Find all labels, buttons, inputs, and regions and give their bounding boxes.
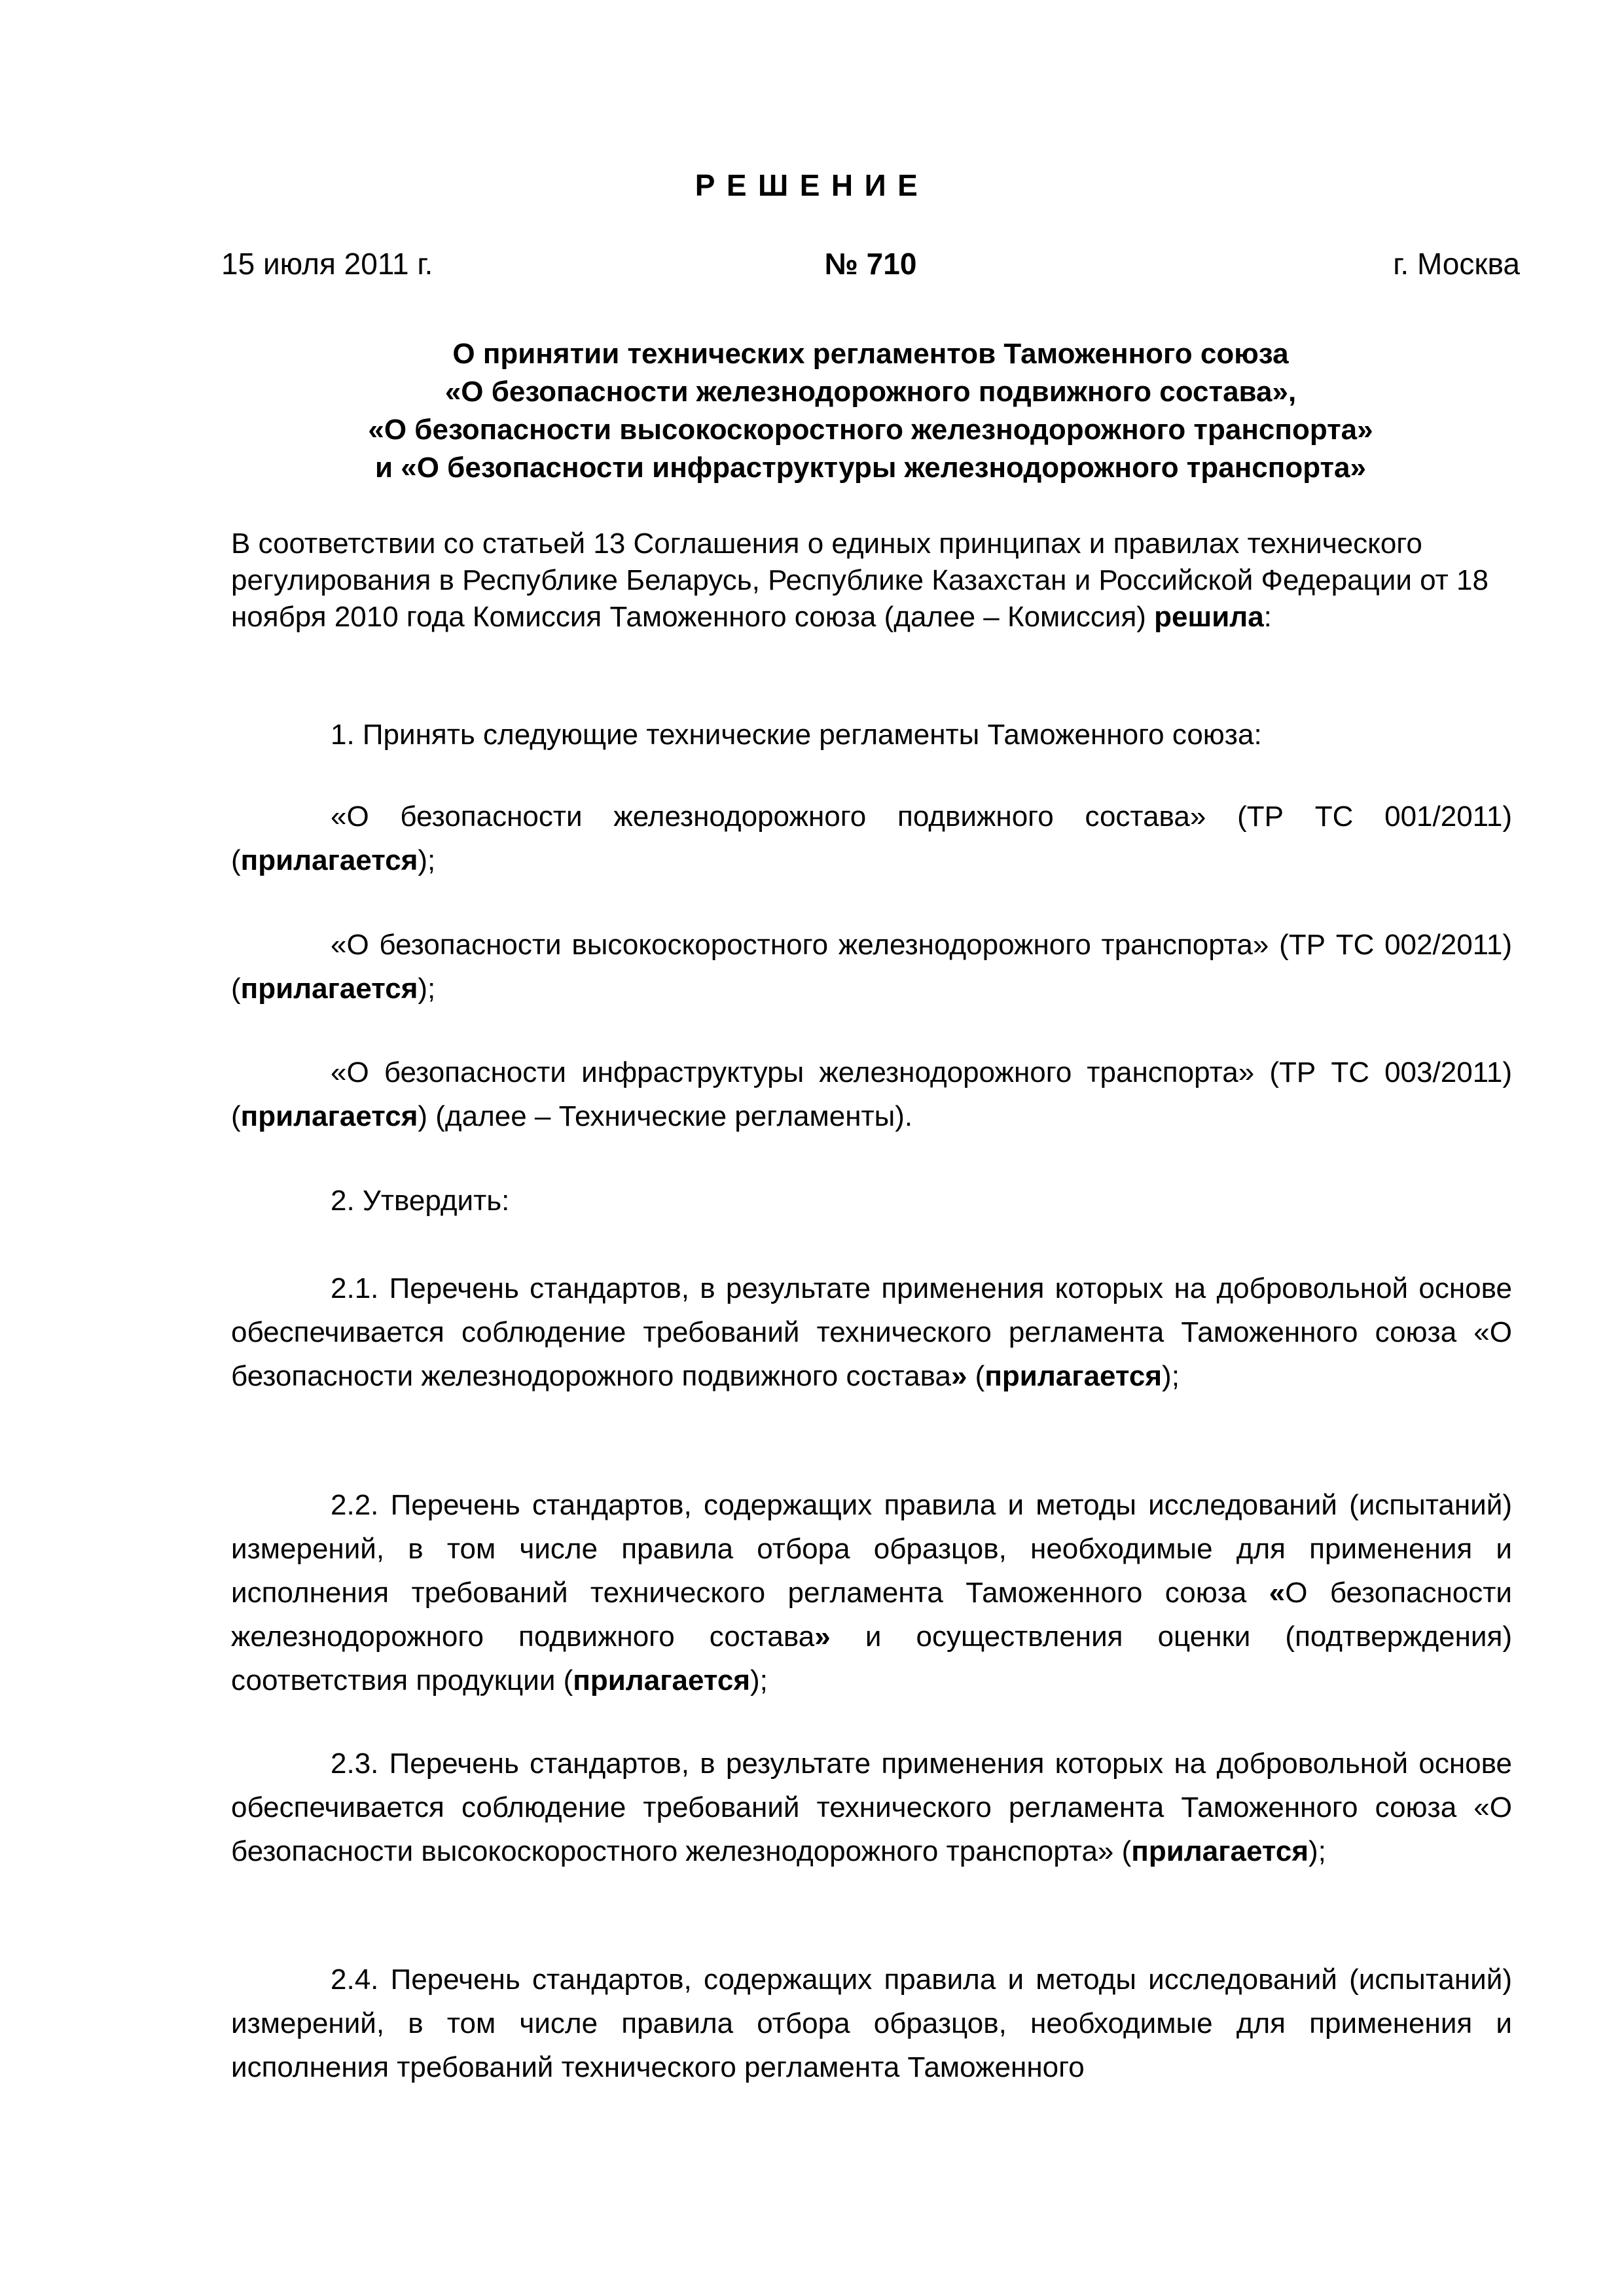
item-2-3: 2.3. Перечень стандартов, в результате применения которых на добровольной основе обеспечивается соблюдение требований технического регламента Таможенного союза «О безопасности высокоскоростного железнодорожного транспорта» (прилагается); <box>231 1748 1512 1867</box>
item-2-1: 2.1. Перечень стандартов, в результате применения которых на добровольной основе обеспечивается соблюдение требований технического регламента Таможенного союза «О безопасности железнодорожного подвижного состава» (прилагается); <box>231 1272 1512 1392</box>
item-2-4: 2.4. Перечень стандартов, содержащих правила и методы исследований (испытаний) измерений, в том числе правила отбора образцов, необходимые для применения и исполнения требований технического регламента Таможенного <box>231 1964 1512 2083</box>
document-number: № 710 <box>824 247 917 281</box>
document-title: РЕШЕНИЕ <box>695 168 929 202</box>
subject-line: «О безопасности высокоскоростного железнодорожного транспорта» <box>368 414 1373 446</box>
subject-line: и «О безопасности инфраструктуры железнодорожного транспорта» <box>374 452 1366 484</box>
subject-line: О принятии технических регламентов Таможенного союза <box>452 338 1289 370</box>
intro-paragraph: В соответствии со статьей 13 Соглашения о единых принципах и правилах технического регулирования в Республике Беларусь, Республике Казахстан и Российской Федерации от 18 ноября 2010 года Комиссия Таможенного союза (далее – Комиссия) решила: <box>231 528 1489 633</box>
subject-line: «О безопасности железнодорожного подвижного состава», <box>444 376 1297 408</box>
item-2: 2. Утвердить: <box>331 1185 510 1217</box>
regulation-3: «О безопасности инфраструктуры железнодорожного транспорта» (ТР ТС 003/2011) (прилагается) (далее – Технические регламенты). <box>231 1056 1512 1132</box>
document-meta-row <box>221 249 1520 288</box>
document-subject <box>221 335 1520 487</box>
document-city: г. Москва <box>1393 247 1520 281</box>
item-2-2: 2.2. Перечень стандартов, содержащих правила и методы исследований (испытаний) измерений, в том числе правила отбора образцов, необходимые для применения и исполнения требований технического регламента Таможенного союза «О безопасности железнодорожного подвижного состава» и осуществления оценки (подтверждения) соответствия продукции (прилагается); <box>231 1489 1513 1696</box>
document-date: 15 июля 2011 г. <box>221 247 433 281</box>
regulation-2: «О безопасности высокоскоростного железнодорожного транспорта» (ТР ТС 002/2011) (прилагается); <box>231 929 1512 1005</box>
item-1: 1. Принять следующие технические регламенты Таможенного союза: <box>331 719 1262 751</box>
regulation-1: «О безопасности железнодорожного подвижного состава» (ТР ТС 001/2011) (прилагается); <box>231 800 1512 876</box>
